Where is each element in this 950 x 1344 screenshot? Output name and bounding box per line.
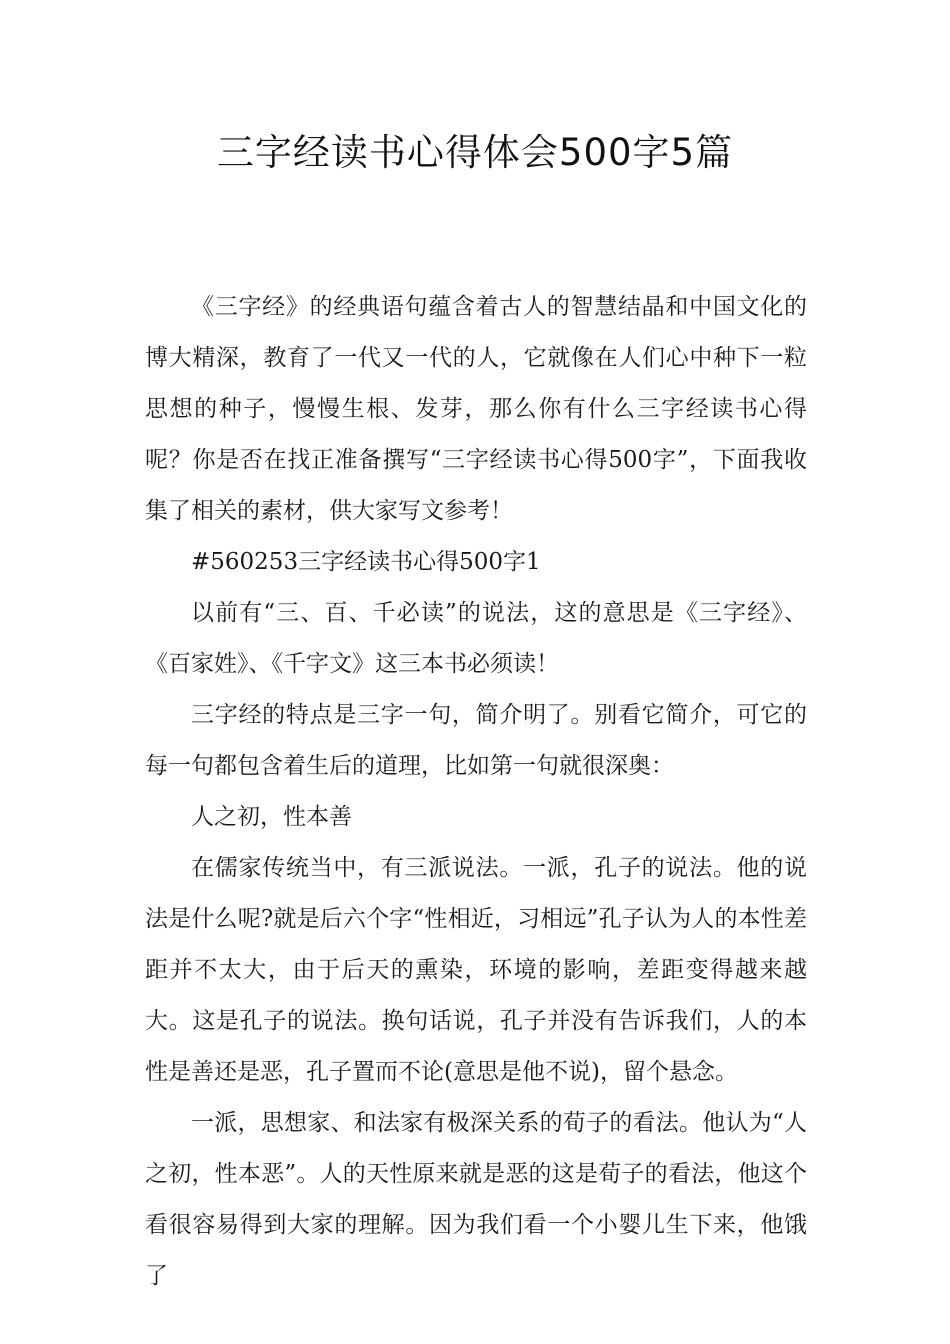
paragraph: 在儒家传统当中，有三派说法。一派，孔子的说法。他的说法是什么呢?就是后六个字“性相近，习相远”孔子认为人的本性差距并不太大，由于后天的熏染，环境的影响，差距变得越来越大。这是孔子的说法。换句话说，孔子并没有告诉我们，人的本性是善还是恶，孔子置而不论(意思是他不说)，留个悬念。 (145, 855, 807, 1085)
paragraph: 一派，思想家、和法家有极深关系的荀子的看法。他认为“人之初，性本恶”。人的天性原来就是恶的这是荀子的看法，他这个看很容易得到大家的理解。因为我们看一个小婴儿生下来，他饿了 (145, 1110, 807, 1289)
document-title: 三字经读书心得体会500字5篇 (216, 131, 734, 174)
document-body (145, 282, 807, 1302)
paragraph-section-heading: #560253三字经读书心得500字1 (191, 549, 541, 575)
paragraph: 三字经的特点是三字一句，简介明了。别看它简介，可它的每一句都包含着生后的道理，比如第一句就很深奥： (145, 702, 807, 779)
paragraph-quote: 人之初，性本善 (191, 804, 352, 830)
paragraph-intro: 《三字经》的经典语句蕴含着古人的智慧结晶和中国文化的博大精深，教育了一代又一代的人，它就像在人们心中种下一粒思想的种子，慢慢生根、发芽，那么你有什么三字经读书心得呢？你是否在找正准备撰写“三字经读书心得500字”，下面我收集了相关的素材，供大家写文参考！ (145, 294, 807, 524)
paragraph: 以前有“三、百、千必读”的说法，这的意思是《三字经》、《百家姓》、《千字文》这三本书必须读！ (145, 600, 807, 677)
